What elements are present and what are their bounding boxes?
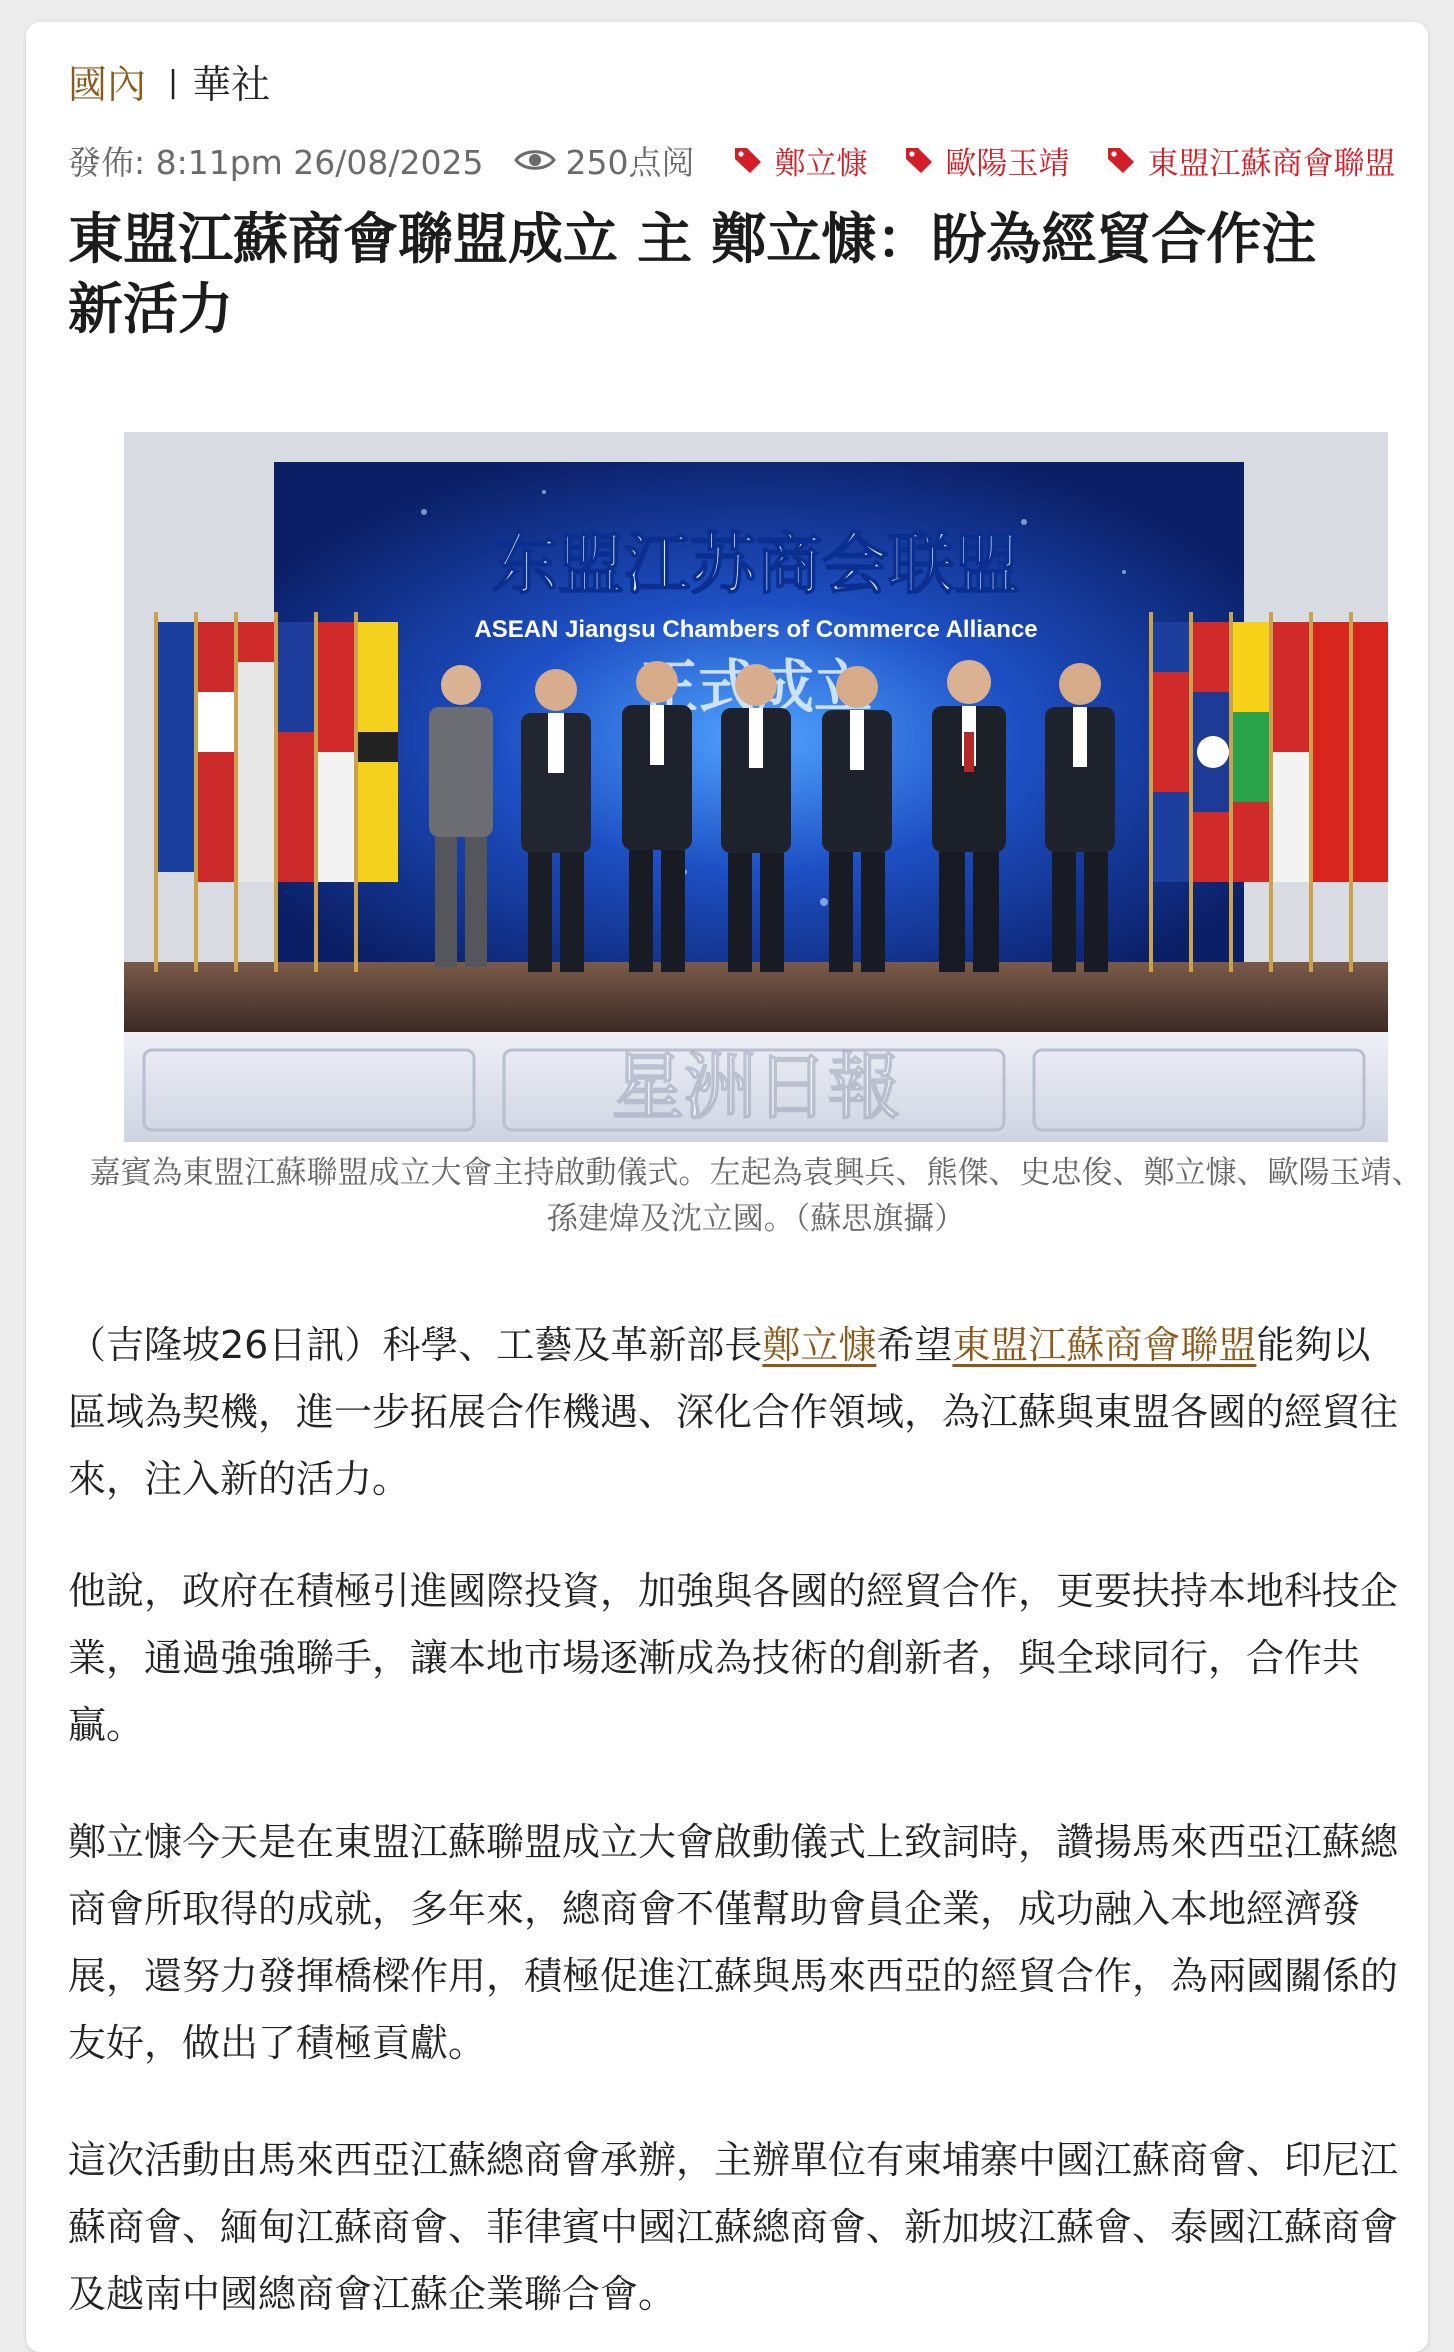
photo-watermark: 星洲日報 (611, 1044, 901, 1129)
tag-link[interactable] (1106, 138, 1396, 183)
article-photo[interactable] (124, 432, 1388, 1142)
article-paragraph (68, 1312, 1398, 1513)
view-count (514, 137, 695, 184)
breadcrumb (68, 52, 270, 112)
tag-label: 鄭立慷 (774, 145, 868, 182)
eye-icon (514, 147, 556, 173)
paragraph-text: 能夠以區域為契機，進一步拓展合作機遇、深化合作領域，為江蘇與東盟各國的經貿往來，注入新的活力。 (68, 1323, 1399, 1501)
tag-list (733, 138, 1396, 183)
breadcrumb-source: 華社 (192, 63, 271, 108)
tag-inline-link[interactable]: 鄭立慷 (762, 1323, 877, 1367)
article-paragraph: 這次活動由馬來西亞江蘇總商會承辦，主辦單位有柬埔寨中國江蘇商會、印尼江蘇商會、緬甸江蘇商會、菲律賓中國江蘇總商會、新加坡江蘇會、泰國江蘇商會及越南中國總商會江蘇企業聯合會。 (68, 2138, 1399, 2316)
tag-link[interactable] (733, 138, 868, 183)
tag-link[interactable] (904, 138, 1070, 183)
tag-label: 東盟江蘇商會聯盟 (1147, 145, 1396, 182)
breadcrumb-category-link[interactable]: 國內 (68, 63, 147, 108)
tag-label: 歐陽玉靖 (945, 145, 1070, 182)
photo-banner-cn: 东盟江苏商会联盟 (492, 526, 1020, 603)
article-paragraph: 他說，政府在積極引進國際投資，加強與各國的經貿合作，更要扶持本地科技企業，通過強強聯手，讓本地市場逐漸成為技術的創新者，與全球同行，合作共贏。 (68, 1569, 1399, 1747)
article-paragraph: 鄭立慷今天是在東盟江蘇聯盟成立大會啟動儀式上致詞時，讚揚馬來西亞江蘇總商會所取得的成就，多年來，總商會不僅幫助會員企業，成功融入本地經濟發展，還努力發揮橋樑作用，積極促進江蘇與馬來西亞的經貿合作，為兩國關係的友好，做出了積極貢獻。 (68, 1820, 1399, 2065)
paragraph-text: （吉隆坡26日訊）科學、工藝及革新部長 (68, 1323, 763, 1367)
tag-icon (1106, 145, 1136, 175)
tag-icon (904, 145, 934, 175)
paragraph-text: 希望 (876, 1323, 953, 1367)
tag-inline-link[interactable]: 東盟江蘇商會聯盟 (952, 1323, 1257, 1367)
photo-banner-en: ASEAN Jiangsu Chambers of Commerce Alliance (474, 616, 1038, 643)
photo-caption: 嘉賓為東盟江蘇聯盟成立大會主持啟動儀式。左起為袁興兵、熊傑、史忠俊、鄭立慷、歐陽玉靖、孫建煒及沈立國。（蘇思旗攝） (89, 1155, 1423, 1237)
article-title: 東盟江蘇商會聯盟成立 主 鄭立慷：盼為經貿合作注新活力 (68, 207, 1317, 341)
tag-icon (733, 145, 763, 175)
breadcrumb-separator: | (168, 64, 179, 100)
article-meta (68, 132, 1398, 188)
publish-date: 發佈: 8:11pm 26/08/2025 (68, 142, 484, 182)
photo-illustration (124, 432, 1388, 1142)
view-count-text: 250点阅 (565, 142, 695, 182)
article-card (26, 22, 1428, 2352)
